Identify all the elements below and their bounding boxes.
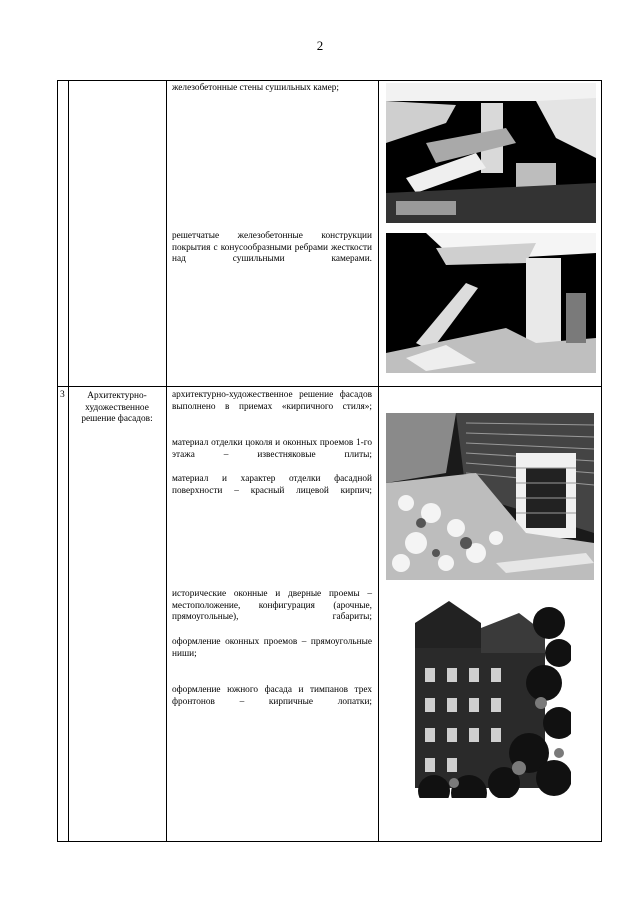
column-divider bbox=[166, 81, 167, 841]
page-number: 2 bbox=[316, 38, 324, 53]
column-divider bbox=[68, 81, 69, 841]
protection-subject-table bbox=[57, 80, 602, 842]
item-drying-chamber-walls: железобетонные стены сушильных камер; bbox=[172, 83, 340, 93]
item-ribbed-roof-structure: решетчатые железобетонные конструкции покрытия с конусообразными ребрами жесткости над сушильными камерами. bbox=[172, 231, 372, 265]
item-south-facade: оформление южного фасада и тимпанов трех фронтонов – кирпичные лопатки; bbox=[172, 685, 372, 707]
item-facade-material: материал и характер отделки фасадной поверхности – красный лицевой кирпич; bbox=[172, 474, 372, 496]
row-number: 3 bbox=[60, 390, 65, 400]
photo-brick-facade-detail bbox=[386, 413, 594, 580]
photo-drying-chamber-walls bbox=[386, 83, 596, 223]
item-plinth-material: материал отделки цоколя и оконных проемов 1-го этажа – известняковые плиты; bbox=[172, 438, 372, 460]
row-divider bbox=[58, 386, 601, 387]
item-brick-style: архитектурно-художественное решение фасадов выполнено в приемах «кирпичного стиля»; bbox=[172, 390, 372, 412]
row-topic: Архитектурно-художественное решение фасадов: bbox=[81, 391, 153, 425]
item-historic-openings: исторические оконные и дверные проемы – местоположение, конфигурация (арочные, прямоугольные), габариты; bbox=[172, 589, 372, 623]
photo-building-overview bbox=[409, 593, 571, 811]
column-divider bbox=[378, 81, 379, 841]
photo-ribbed-roof-structure bbox=[386, 233, 596, 373]
item-window-niches: оформление оконных проемов – прямоугольные ниши; bbox=[172, 637, 372, 659]
